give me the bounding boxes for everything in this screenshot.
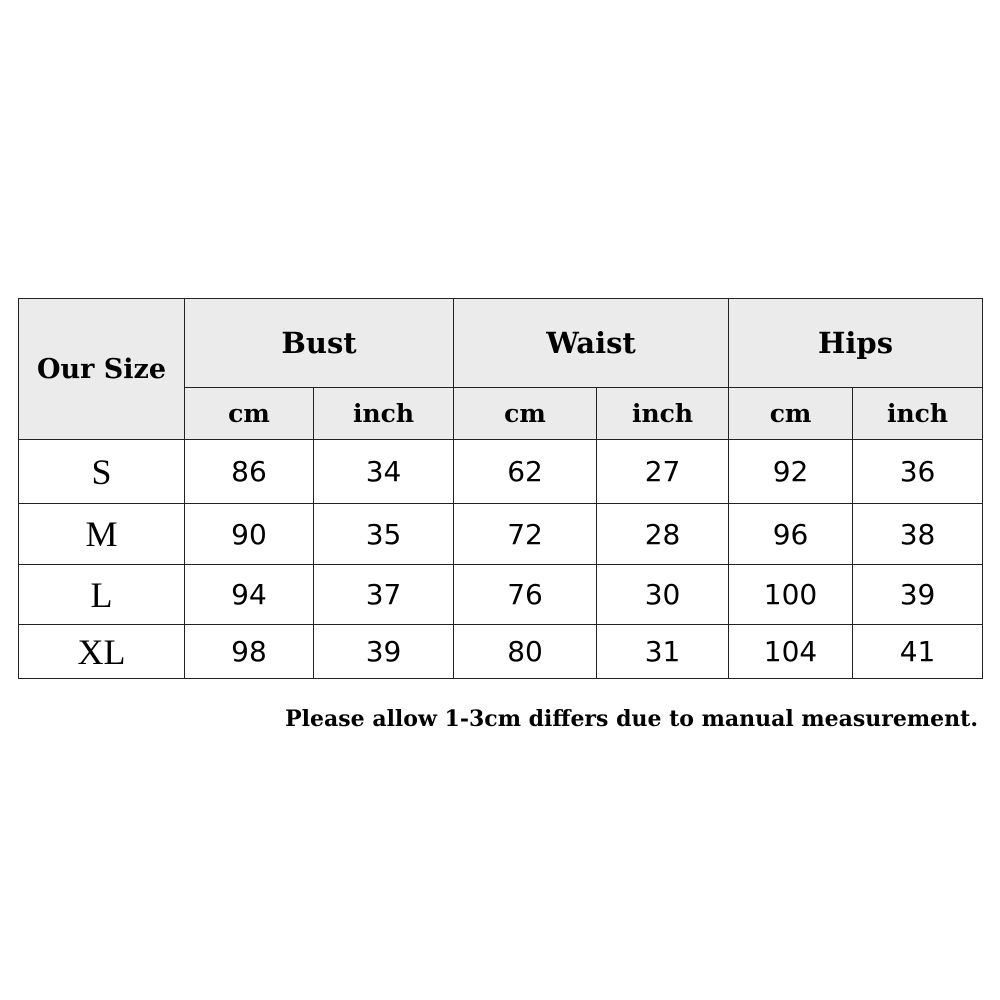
bust-inch-cell: 39 — [314, 625, 454, 679]
header-row-groups — [19, 299, 983, 388]
measurement-note: Please allow 1-3cm differs due to manual measurement. — [285, 706, 978, 732]
hips-inch-header: inch — [853, 388, 983, 440]
table-row — [19, 504, 983, 565]
bust-cm-header: cm — [185, 388, 314, 440]
hips-inch-cell: 38 — [853, 504, 983, 565]
bust-cm-cell: 86 — [185, 440, 314, 504]
bust-header: Bust — [185, 299, 454, 388]
table-row — [19, 565, 983, 625]
bust-inch-header: inch — [314, 388, 454, 440]
bust-inch-cell: 37 — [314, 565, 454, 625]
hips-cm-cell: 104 — [729, 625, 853, 679]
bust-cm-cell: 94 — [185, 565, 314, 625]
waist-header: Waist — [454, 299, 729, 388]
bust-cm-cell: 98 — [185, 625, 314, 679]
waist-inch-cell: 31 — [597, 625, 729, 679]
waist-inch-header: inch — [597, 388, 729, 440]
hips-cm-cell: 92 — [729, 440, 853, 504]
size-chart-table — [18, 298, 983, 679]
table-row — [19, 440, 983, 504]
waist-cm-cell: 62 — [454, 440, 597, 504]
waist-inch-cell: 30 — [597, 565, 729, 625]
bust-cm-cell: 90 — [185, 504, 314, 565]
waist-cm-cell: 80 — [454, 625, 597, 679]
waist-cm-header: cm — [454, 388, 597, 440]
hips-inch-cell: 41 — [853, 625, 983, 679]
hips-cm-cell: 96 — [729, 504, 853, 565]
bust-inch-cell: 35 — [314, 504, 454, 565]
our-size-header: Our Size — [19, 299, 185, 440]
size-cell: XL — [19, 625, 185, 679]
hips-inch-cell: 36 — [853, 440, 983, 504]
size-cell: S — [19, 440, 185, 504]
size-cell: M — [19, 504, 185, 565]
table-row — [19, 625, 983, 679]
waist-cm-cell: 76 — [454, 565, 597, 625]
waist-cm-cell: 72 — [454, 504, 597, 565]
hips-header: Hips — [729, 299, 983, 388]
size-cell: L — [19, 565, 185, 625]
waist-inch-cell: 27 — [597, 440, 729, 504]
bust-inch-cell: 34 — [314, 440, 454, 504]
hips-cm-header: cm — [729, 388, 853, 440]
hips-inch-cell: 39 — [853, 565, 983, 625]
hips-cm-cell: 100 — [729, 565, 853, 625]
waist-inch-cell: 28 — [597, 504, 729, 565]
